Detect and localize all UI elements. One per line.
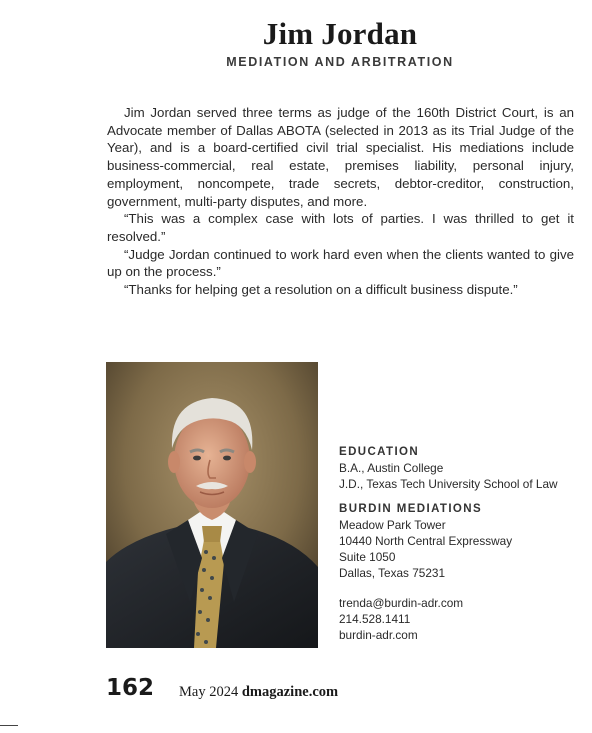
education-heading: EDUCATION [339, 446, 420, 458]
page-subtitle: MEDIATION AND ARBITRATION [226, 55, 454, 69]
bio-text [107, 104, 574, 299]
contact-info [339, 444, 589, 643]
page-title: Jim Jordan [262, 16, 418, 51]
address-line: 10440 North Central Expressway [339, 534, 513, 548]
email-link[interactable]: trenda@burdin-adr.com [339, 596, 464, 610]
firm-heading: BURDIN MEDIATIONS [339, 503, 483, 515]
website-link[interactable]: burdin-adr.com [339, 628, 418, 642]
address-line: Suite 1050 [339, 550, 396, 564]
portrait-photo [106, 362, 318, 648]
testimonial-quote: “Judge Jordan continued to work hard even when the clients wanted to give up on the process.” [107, 246, 574, 280]
phone-number: 214.528.1411 [339, 612, 411, 626]
bio-paragraph: Jim Jordan served three terms as judge of the 160th District Court, is an Advocate member of Dallas ABOTA (selected in 2013 as its Trial Judge of the Year), and is a board-certified civil trial specialist. His mediations include business-commercial, real estate, premises liability, personal injury, employment, noncompete, trade secrets, debtor-creditor, construction, government, multi-party disputes, and more. [107, 105, 574, 209]
issue-date: May 2024 [179, 684, 239, 700]
divider [0, 725, 18, 726]
education-line: B.A., Austin College [339, 461, 444, 475]
address-line: Dallas, Texas 75231 [339, 566, 446, 580]
testimonial-quote: “Thanks for helping get a resolution on a difficult business dispute.” [124, 282, 518, 298]
issue-info [179, 684, 338, 701]
page-number: 162 [106, 675, 155, 701]
education-line: J.D., Texas Tech University School of Law [339, 477, 558, 491]
address-line: Meadow Park Tower [339, 518, 446, 532]
site-name: dmagazine.com [241, 684, 339, 700]
testimonial-quote: “This was a complex case with lots of parties. I was thrilled to get it resolved.” [107, 211, 574, 244]
